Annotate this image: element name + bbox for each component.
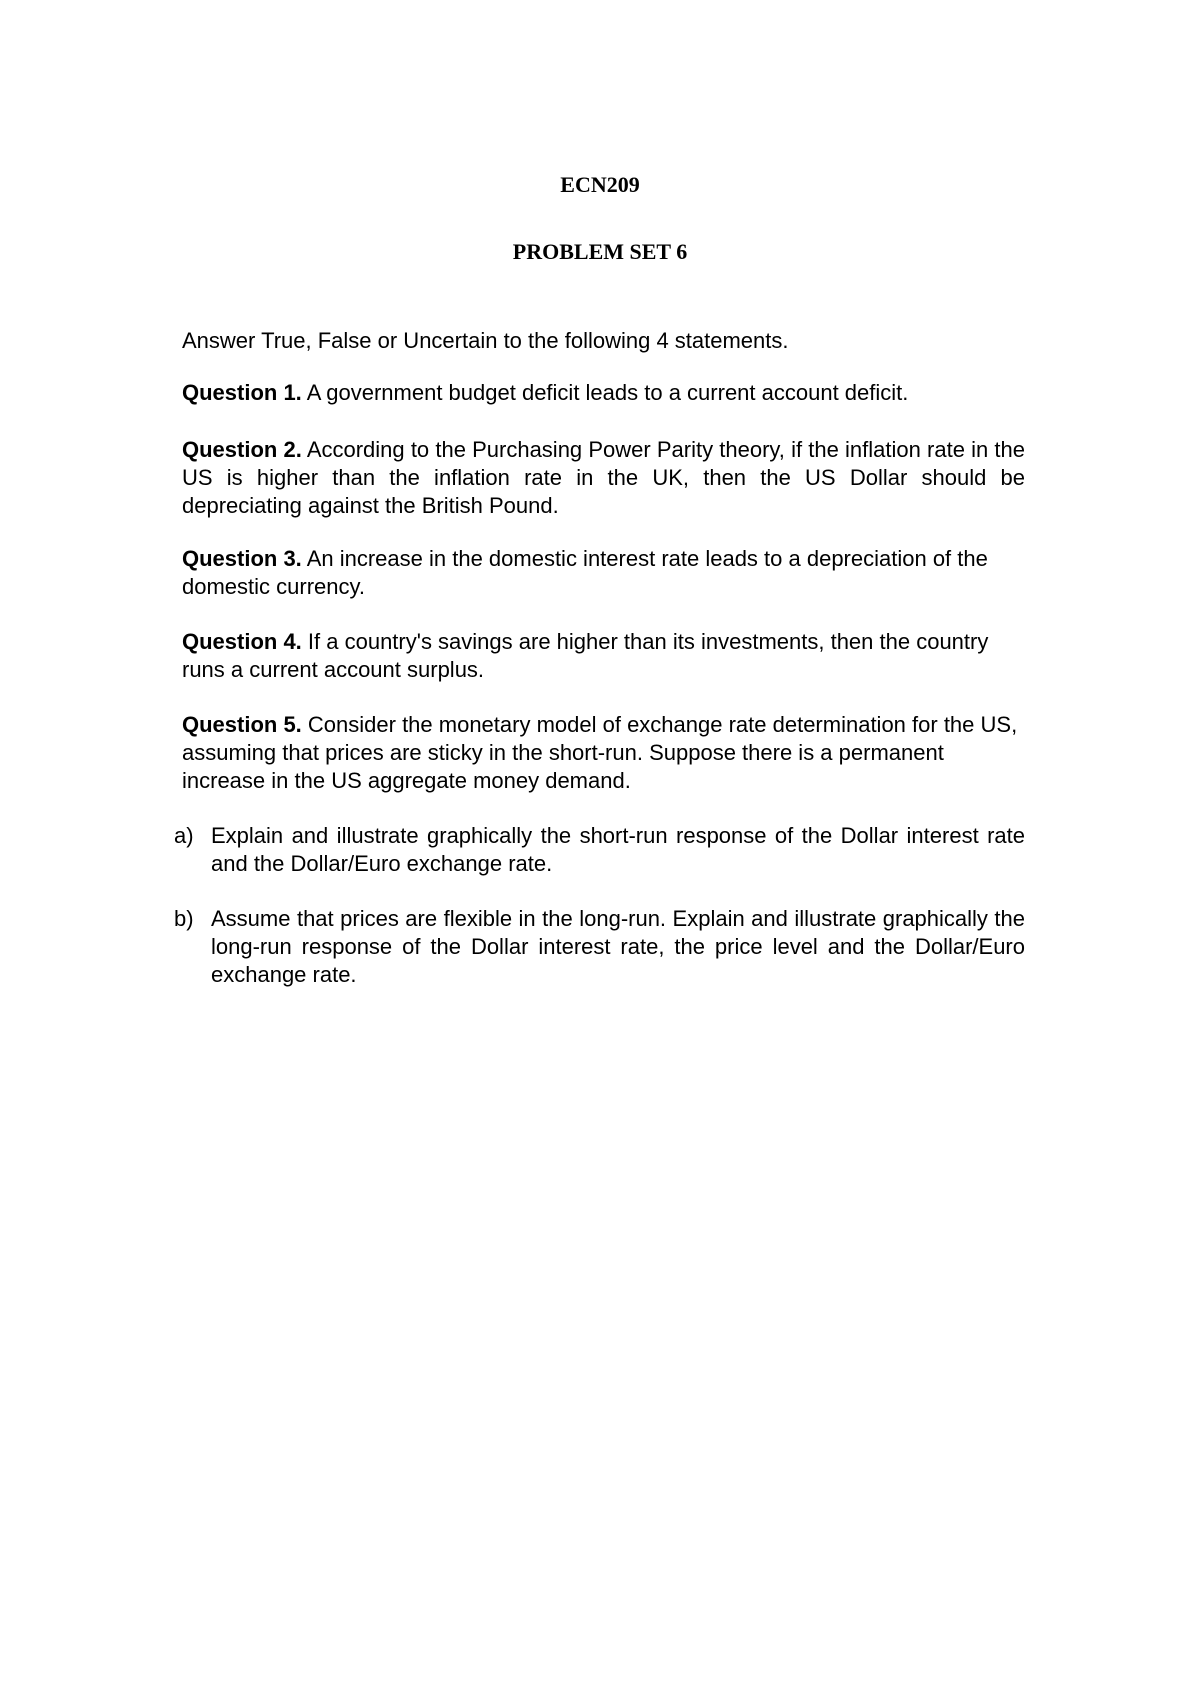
question-1 [182,379,1025,407]
question-text: Consider the monetary model of exchange rate determination for the US, assuming that prices are sticky in the short-run. Suppose there is a permanent increase in the US aggregate money demand. [182,712,1018,793]
instructions-text: Answer True, False or Uncertain to the following 4 statements. [182,328,789,353]
question-2 [182,436,1025,520]
question-text: According to the Purchasing Power Parity theory, if the inflation rate in the US is higher than the inflation rate in the UK, then the US Dollar should be depreciating against the British Pound. [182,437,1025,518]
question-label: Question 5. [182,712,302,737]
sub-question-b [174,905,1025,989]
course-code: ECN209 [560,172,640,197]
sub-question-letter: a) [174,823,194,848]
page-title: PROBLEM SET 6 [512,239,688,264]
question-4 [182,628,1025,684]
question-text: If a country's savings are higher than its investments, then the country runs a current account surplus. [182,629,989,682]
question-5 [182,711,1025,795]
sub-question-text: Assume that prices are flexible in the long-run. Explain and illustrate graphically the long-run response of the Dollar interest rate, the price level and the Dollar/Euro exchange rate. [211,906,1025,987]
question-label: Question 2. [182,437,302,462]
question-label: Question 4. [182,629,302,654]
sub-question-letter: b) [174,906,194,931]
question-text: A government budget deficit leads to a current account deficit. [301,380,909,405]
question-label: Question 1. [182,380,302,405]
sub-question-a [174,822,1025,878]
question-3 [182,545,1025,601]
question-label: Question 3. [182,546,302,571]
sub-question-text: Explain and illustrate graphically the short-run response of the Dollar interest rate and the Dollar/Euro exchange rate. [211,823,1025,876]
question-text: An increase in the domestic interest rate leads to a depreciation of the domestic currency. [182,546,988,599]
